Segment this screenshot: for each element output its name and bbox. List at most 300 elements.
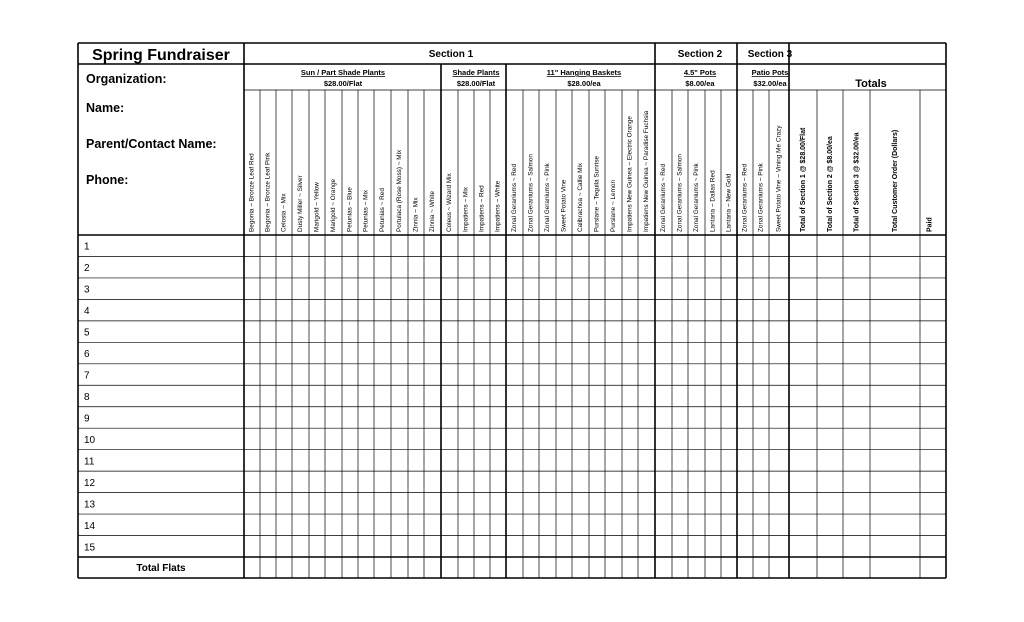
order-entry-cell[interactable] [524, 364, 539, 384]
order-entry-cell[interactable] [524, 343, 539, 363]
order-entry-cell[interactable] [491, 278, 506, 298]
total-flats-cell[interactable] [293, 558, 309, 578]
order-entry-cell[interactable] [673, 300, 688, 320]
order-entry-cell[interactable] [475, 321, 490, 341]
order-entry-cell[interactable] [310, 278, 325, 298]
order-entry-cell[interactable] [770, 257, 789, 277]
order-entry-cell[interactable] [573, 493, 589, 513]
order-entry-cell[interactable] [844, 536, 870, 556]
order-entry-cell[interactable] [359, 386, 374, 406]
order-entry-cell[interactable] [261, 278, 276, 298]
order-entry-cell[interactable] [475, 472, 490, 492]
total-flats-cell[interactable] [425, 558, 441, 578]
order-entry-cell[interactable] [326, 472, 342, 492]
order-entry-cell[interactable] [442, 343, 458, 363]
order-entry-cell[interactable] [293, 515, 309, 535]
order-entry-cell[interactable] [573, 236, 589, 256]
order-entry-cell[interactable] [310, 493, 325, 513]
order-entry-cell[interactable] [261, 364, 276, 384]
order-entry-cell[interactable] [293, 450, 309, 470]
order-entry-cell[interactable] [844, 407, 870, 427]
order-entry-cell[interactable] [557, 472, 572, 492]
order-entry-cell[interactable] [706, 450, 721, 470]
order-entry-cell[interactable] [590, 407, 605, 427]
total-flats-cell[interactable] [343, 558, 358, 578]
order-entry-cell[interactable] [606, 407, 622, 427]
order-entry-cell[interactable] [639, 450, 655, 470]
order-entry-cell[interactable] [475, 386, 490, 406]
order-entry-cell[interactable] [722, 300, 737, 320]
total-flats-cell[interactable] [277, 558, 292, 578]
order-entry-cell[interactable] [491, 364, 506, 384]
order-entry-cell[interactable] [790, 236, 817, 256]
order-entry-cell[interactable] [754, 536, 769, 556]
order-entry-cell[interactable] [326, 493, 342, 513]
order-entry-cell[interactable] [409, 300, 424, 320]
order-entry-cell[interactable] [706, 536, 721, 556]
order-entry-cell[interactable] [409, 257, 424, 277]
total-flats-cell[interactable] [326, 558, 342, 578]
order-entry-cell[interactable] [689, 364, 705, 384]
order-entry-cell[interactable] [392, 343, 408, 363]
order-entry-cell[interactable] [359, 300, 374, 320]
order-entry-cell[interactable] [754, 386, 769, 406]
order-entry-cell[interactable] [623, 536, 638, 556]
order-entry-cell[interactable] [844, 343, 870, 363]
order-entry-cell[interactable] [557, 257, 572, 277]
order-entry-cell[interactable] [245, 493, 260, 513]
order-entry-cell[interactable] [770, 300, 789, 320]
order-entry-cell[interactable] [507, 278, 523, 298]
order-entry-cell[interactable] [844, 515, 870, 535]
order-entry-cell[interactable] [459, 493, 474, 513]
order-entry-cell[interactable] [475, 343, 490, 363]
order-entry-cell[interactable] [623, 472, 638, 492]
order-entry-cell[interactable] [540, 536, 556, 556]
order-entry-cell[interactable] [871, 472, 920, 492]
order-entry-cell[interactable] [573, 536, 589, 556]
order-entry-cell[interactable] [606, 450, 622, 470]
order-entry-cell[interactable] [540, 515, 556, 535]
order-entry-cell[interactable] [590, 278, 605, 298]
order-entry-cell[interactable] [310, 472, 325, 492]
order-entry-cell[interactable] [623, 493, 638, 513]
order-entry-cell[interactable] [524, 321, 539, 341]
order-entry-cell[interactable] [818, 386, 843, 406]
order-entry-cell[interactable] [343, 386, 358, 406]
order-entry-cell[interactable] [459, 343, 474, 363]
order-entry-cell[interactable] [459, 429, 474, 449]
order-entry-cell[interactable] [375, 343, 391, 363]
order-entry-cell[interactable] [261, 343, 276, 363]
order-entry-cell[interactable] [425, 236, 441, 256]
order-entry-cell[interactable] [770, 472, 789, 492]
order-entry-cell[interactable] [524, 493, 539, 513]
order-entry-cell[interactable] [590, 257, 605, 277]
order-entry-cell[interactable] [245, 472, 260, 492]
order-entry-cell[interactable] [326, 300, 342, 320]
order-entry-cell[interactable] [790, 472, 817, 492]
order-entry-cell[interactable] [818, 236, 843, 256]
order-entry-cell[interactable] [921, 278, 939, 298]
order-entry-cell[interactable] [623, 300, 638, 320]
order-entry-cell[interactable] [475, 536, 490, 556]
order-entry-cell[interactable] [293, 278, 309, 298]
order-entry-cell[interactable] [921, 515, 939, 535]
order-entry-cell[interactable] [673, 386, 688, 406]
order-entry-cell[interactable] [738, 300, 753, 320]
order-entry-cell[interactable] [673, 493, 688, 513]
order-entry-cell[interactable] [770, 407, 789, 427]
order-entry-cell[interactable] [326, 407, 342, 427]
order-entry-cell[interactable] [706, 321, 721, 341]
order-entry-cell[interactable] [245, 300, 260, 320]
order-entry-cell[interactable] [359, 407, 374, 427]
order-entry-cell[interactable] [673, 450, 688, 470]
order-entry-cell[interactable] [293, 300, 309, 320]
order-entry-cell[interactable] [871, 321, 920, 341]
order-entry-cell[interactable] [770, 343, 789, 363]
order-entry-cell[interactable] [507, 321, 523, 341]
order-entry-cell[interactable] [392, 493, 408, 513]
order-entry-cell[interactable] [623, 364, 638, 384]
order-entry-cell[interactable] [425, 536, 441, 556]
order-entry-cell[interactable] [738, 343, 753, 363]
order-entry-cell[interactable] [639, 429, 655, 449]
order-entry-cell[interactable] [425, 257, 441, 277]
order-entry-cell[interactable] [871, 493, 920, 513]
order-entry-cell[interactable] [573, 515, 589, 535]
order-entry-cell[interactable] [656, 407, 672, 427]
order-entry-cell[interactable] [921, 407, 939, 427]
order-entry-cell[interactable] [310, 364, 325, 384]
order-entry-cell[interactable] [375, 429, 391, 449]
order-entry-cell[interactable] [326, 343, 342, 363]
order-entry-cell[interactable] [491, 321, 506, 341]
total-flats-cell[interactable] [375, 558, 391, 578]
order-entry-cell[interactable] [573, 257, 589, 277]
order-entry-cell[interactable] [606, 300, 622, 320]
order-entry-cell[interactable] [790, 386, 817, 406]
order-entry-cell[interactable] [706, 236, 721, 256]
order-entry-cell[interactable] [606, 515, 622, 535]
order-entry-cell[interactable] [392, 450, 408, 470]
order-entry-cell[interactable] [359, 429, 374, 449]
order-entry-cell[interactable] [475, 450, 490, 470]
order-entry-cell[interactable] [425, 300, 441, 320]
order-entry-cell[interactable] [326, 257, 342, 277]
order-entry-cell[interactable] [245, 343, 260, 363]
order-entry-cell[interactable] [277, 236, 292, 256]
order-entry-cell[interactable] [573, 364, 589, 384]
order-entry-cell[interactable] [689, 321, 705, 341]
order-entry-cell[interactable] [425, 364, 441, 384]
order-entry-cell[interactable] [310, 386, 325, 406]
total-flats-cell[interactable] [818, 558, 843, 578]
order-entry-cell[interactable] [770, 493, 789, 513]
order-entry-cell[interactable] [818, 364, 843, 384]
order-entry-cell[interactable] [790, 300, 817, 320]
order-entry-cell[interactable] [706, 515, 721, 535]
order-entry-cell[interactable] [818, 472, 843, 492]
order-entry-cell[interactable] [790, 343, 817, 363]
order-entry-cell[interactable] [343, 472, 358, 492]
order-entry-cell[interactable] [491, 386, 506, 406]
order-entry-cell[interactable] [790, 257, 817, 277]
order-entry-cell[interactable] [442, 236, 458, 256]
order-entry-cell[interactable] [722, 536, 737, 556]
order-entry-cell[interactable] [844, 257, 870, 277]
order-entry-cell[interactable] [557, 364, 572, 384]
order-entry-cell[interactable] [754, 515, 769, 535]
order-entry-cell[interactable] [623, 257, 638, 277]
order-entry-cell[interactable] [790, 493, 817, 513]
order-entry-cell[interactable] [475, 429, 490, 449]
order-entry-cell[interactable] [818, 321, 843, 341]
order-entry-cell[interactable] [818, 493, 843, 513]
order-entry-cell[interactable] [277, 472, 292, 492]
order-entry-cell[interactable] [673, 536, 688, 556]
order-entry-cell[interactable] [540, 257, 556, 277]
order-entry-cell[interactable] [359, 515, 374, 535]
order-entry-cell[interactable] [277, 493, 292, 513]
total-flats-cell[interactable] [310, 558, 325, 578]
order-entry-cell[interactable] [656, 515, 672, 535]
order-entry-cell[interactable] [310, 300, 325, 320]
order-entry-cell[interactable] [639, 257, 655, 277]
order-entry-cell[interactable] [606, 321, 622, 341]
order-entry-cell[interactable] [673, 236, 688, 256]
order-entry-cell[interactable] [557, 407, 572, 427]
order-entry-cell[interactable] [343, 257, 358, 277]
order-entry-cell[interactable] [459, 386, 474, 406]
order-entry-cell[interactable] [409, 493, 424, 513]
order-entry-cell[interactable] [818, 536, 843, 556]
order-entry-cell[interactable] [343, 450, 358, 470]
order-entry-cell[interactable] [310, 321, 325, 341]
order-entry-cell[interactable] [343, 236, 358, 256]
total-flats-cell[interactable] [557, 558, 572, 578]
order-entry-cell[interactable] [326, 321, 342, 341]
order-entry-cell[interactable] [606, 236, 622, 256]
order-entry-cell[interactable] [754, 257, 769, 277]
order-entry-cell[interactable] [359, 278, 374, 298]
order-entry-cell[interactable] [375, 257, 391, 277]
order-entry-cell[interactable] [844, 450, 870, 470]
order-entry-cell[interactable] [606, 364, 622, 384]
order-entry-cell[interactable] [245, 386, 260, 406]
order-entry-cell[interactable] [491, 450, 506, 470]
order-entry-cell[interactable] [871, 407, 920, 427]
order-entry-cell[interactable] [326, 429, 342, 449]
order-entry-cell[interactable] [722, 321, 737, 341]
order-entry-cell[interactable] [590, 472, 605, 492]
order-entry-cell[interactable] [573, 472, 589, 492]
order-entry-cell[interactable] [392, 536, 408, 556]
total-flats-cell[interactable] [573, 558, 589, 578]
order-entry-cell[interactable] [818, 343, 843, 363]
order-entry-cell[interactable] [245, 278, 260, 298]
order-entry-cell[interactable] [557, 493, 572, 513]
order-entry-cell[interactable] [524, 407, 539, 427]
order-entry-cell[interactable] [507, 472, 523, 492]
order-entry-cell[interactable] [310, 257, 325, 277]
order-entry-cell[interactable] [425, 343, 441, 363]
order-entry-cell[interactable] [689, 257, 705, 277]
order-entry-cell[interactable] [590, 493, 605, 513]
order-entry-cell[interactable] [409, 472, 424, 492]
order-entry-cell[interactable] [921, 386, 939, 406]
order-entry-cell[interactable] [656, 493, 672, 513]
order-entry-cell[interactable] [639, 236, 655, 256]
order-entry-cell[interactable] [245, 450, 260, 470]
order-entry-cell[interactable] [459, 278, 474, 298]
order-entry-cell[interactable] [921, 536, 939, 556]
order-entry-cell[interactable] [590, 429, 605, 449]
order-entry-cell[interactable] [442, 386, 458, 406]
order-entry-cell[interactable] [656, 257, 672, 277]
order-entry-cell[interactable] [442, 364, 458, 384]
order-entry-cell[interactable] [524, 278, 539, 298]
order-entry-cell[interactable] [375, 278, 391, 298]
order-entry-cell[interactable] [261, 429, 276, 449]
order-entry-cell[interactable] [706, 257, 721, 277]
order-entry-cell[interactable] [409, 236, 424, 256]
order-entry-cell[interactable] [343, 343, 358, 363]
order-entry-cell[interactable] [673, 429, 688, 449]
order-entry-cell[interactable] [261, 321, 276, 341]
order-entry-cell[interactable] [738, 364, 753, 384]
order-entry-cell[interactable] [770, 321, 789, 341]
order-entry-cell[interactable] [689, 450, 705, 470]
order-entry-cell[interactable] [326, 236, 342, 256]
total-flats-cell[interactable] [507, 558, 523, 578]
order-entry-cell[interactable] [459, 536, 474, 556]
order-entry-cell[interactable] [871, 450, 920, 470]
order-entry-cell[interactable] [818, 429, 843, 449]
order-entry-cell[interactable] [442, 472, 458, 492]
total-flats-cell[interactable] [844, 558, 870, 578]
order-entry-cell[interactable] [442, 450, 458, 470]
order-entry-cell[interactable] [507, 257, 523, 277]
order-entry-cell[interactable] [277, 536, 292, 556]
order-entry-cell[interactable] [606, 429, 622, 449]
order-entry-cell[interactable] [557, 300, 572, 320]
order-entry-cell[interactable] [409, 515, 424, 535]
order-entry-cell[interactable] [623, 515, 638, 535]
order-entry-cell[interactable] [844, 493, 870, 513]
order-entry-cell[interactable] [491, 343, 506, 363]
order-entry-cell[interactable] [844, 472, 870, 492]
total-flats-cell[interactable] [442, 558, 458, 578]
order-entry-cell[interactable] [442, 407, 458, 427]
order-entry-cell[interactable] [738, 386, 753, 406]
order-entry-cell[interactable] [738, 278, 753, 298]
order-entry-cell[interactable] [790, 321, 817, 341]
order-entry-cell[interactable] [425, 407, 441, 427]
order-entry-cell[interactable] [277, 386, 292, 406]
order-entry-cell[interactable] [639, 386, 655, 406]
order-entry-cell[interactable] [673, 364, 688, 384]
order-entry-cell[interactable] [425, 472, 441, 492]
total-flats-cell[interactable] [475, 558, 490, 578]
order-entry-cell[interactable] [343, 278, 358, 298]
order-entry-cell[interactable] [590, 536, 605, 556]
order-entry-cell[interactable] [507, 536, 523, 556]
order-entry-cell[interactable] [491, 300, 506, 320]
order-entry-cell[interactable] [738, 321, 753, 341]
order-entry-cell[interactable] [343, 407, 358, 427]
order-entry-cell[interactable] [310, 536, 325, 556]
order-entry-cell[interactable] [507, 343, 523, 363]
total-flats-cell[interactable] [623, 558, 638, 578]
order-entry-cell[interactable] [689, 300, 705, 320]
order-entry-cell[interactable] [606, 386, 622, 406]
order-entry-cell[interactable] [524, 300, 539, 320]
order-entry-cell[interactable] [375, 515, 391, 535]
order-entry-cell[interactable] [921, 493, 939, 513]
order-entry-cell[interactable] [656, 300, 672, 320]
order-entry-cell[interactable] [722, 493, 737, 513]
total-flats-cell[interactable] [673, 558, 688, 578]
order-entry-cell[interactable] [689, 386, 705, 406]
order-entry-cell[interactable] [844, 300, 870, 320]
order-entry-cell[interactable] [524, 429, 539, 449]
order-entry-cell[interactable] [277, 515, 292, 535]
order-entry-cell[interactable] [293, 236, 309, 256]
order-entry-cell[interactable] [409, 429, 424, 449]
order-entry-cell[interactable] [639, 321, 655, 341]
order-entry-cell[interactable] [293, 536, 309, 556]
order-entry-cell[interactable] [343, 321, 358, 341]
order-entry-cell[interactable] [673, 515, 688, 535]
order-entry-cell[interactable] [442, 429, 458, 449]
order-entry-cell[interactable] [818, 278, 843, 298]
order-entry-cell[interactable] [623, 278, 638, 298]
order-entry-cell[interactable] [326, 278, 342, 298]
order-entry-cell[interactable] [844, 364, 870, 384]
total-flats-cell[interactable] [459, 558, 474, 578]
order-entry-cell[interactable] [310, 450, 325, 470]
order-entry-cell[interactable] [425, 515, 441, 535]
order-entry-cell[interactable] [392, 300, 408, 320]
order-entry-cell[interactable] [409, 343, 424, 363]
order-entry-cell[interactable] [507, 300, 523, 320]
order-entry-cell[interactable] [722, 364, 737, 384]
order-entry-cell[interactable] [871, 364, 920, 384]
order-entry-cell[interactable] [557, 429, 572, 449]
order-entry-cell[interactable] [623, 343, 638, 363]
order-entry-cell[interactable] [392, 321, 408, 341]
order-entry-cell[interactable] [770, 386, 789, 406]
total-flats-cell[interactable] [790, 558, 817, 578]
order-entry-cell[interactable] [871, 536, 920, 556]
order-entry-cell[interactable] [475, 236, 490, 256]
order-entry-cell[interactable] [606, 536, 622, 556]
order-entry-cell[interactable] [475, 407, 490, 427]
order-entry-cell[interactable] [459, 364, 474, 384]
order-entry-cell[interactable] [310, 515, 325, 535]
total-flats-cell[interactable] [754, 558, 769, 578]
order-entry-cell[interactable] [343, 536, 358, 556]
order-entry-cell[interactable] [524, 515, 539, 535]
order-entry-cell[interactable] [459, 515, 474, 535]
order-entry-cell[interactable] [557, 343, 572, 363]
order-entry-cell[interactable] [491, 536, 506, 556]
order-entry-cell[interactable] [921, 257, 939, 277]
order-entry-cell[interactable] [540, 407, 556, 427]
order-entry-cell[interactable] [606, 278, 622, 298]
